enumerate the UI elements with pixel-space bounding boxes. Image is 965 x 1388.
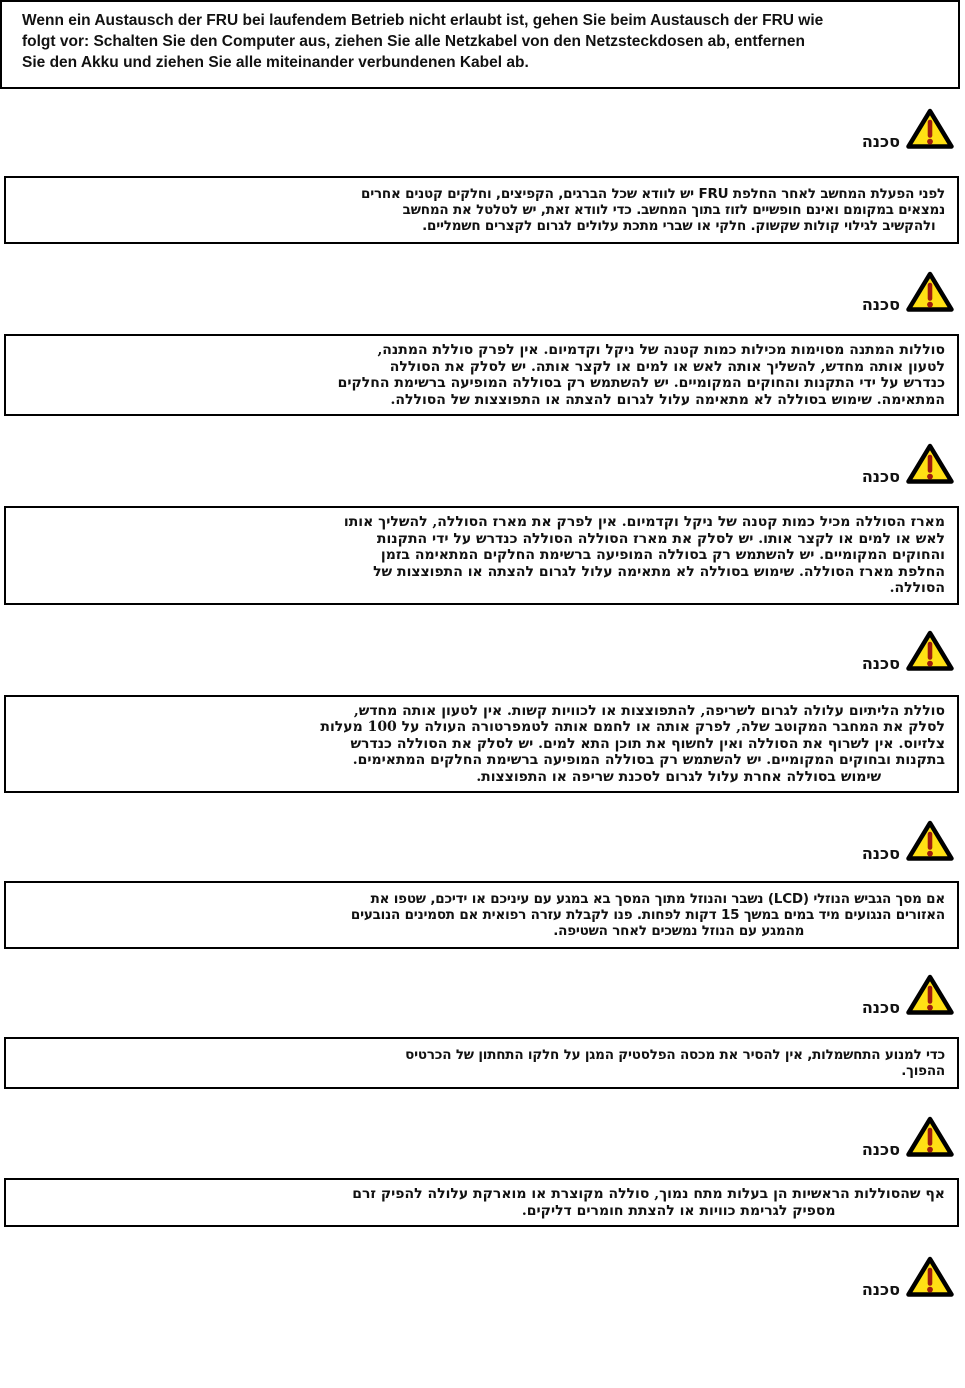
warning-triangle-icon	[905, 442, 955, 486]
warning-box	[4, 176, 959, 244]
danger-icon-row	[0, 628, 965, 673]
warning-text-line: ההפוך.	[901, 1063, 945, 1079]
danger-label: סכנה	[861, 467, 900, 486]
german-warning-box	[0, 0, 960, 89]
warning-text-line: מספיק לגרימת כוויות או להצתת חומרים דליקים.	[521, 1202, 836, 1219]
warning-box	[4, 1037, 959, 1089]
warning-text-line: האזורים הנגועים מיד במים במשך 15 דקות לפחות. פנו לקבלת עזרה רפואית אם תסמינים הנובעים	[350, 907, 945, 923]
german-text-line: folgt vor: Schalten Sie den Computer aus, ziehen Sie alle Netzkabel von den Netzsteckdosen ab, entfernen	[22, 33, 805, 50]
danger-label: סכנה	[861, 132, 900, 151]
warning-box	[4, 1178, 959, 1227]
warning-text-line: סוללת הליתיום עלולה לגרום לשריפה, להתפוצצות או לכוויות קשות. אין לטעון אותה מחדש,	[353, 702, 945, 719]
danger-icon-row	[0, 269, 965, 314]
danger-label: סכנה	[861, 998, 900, 1017]
warning-box	[4, 334, 959, 416]
danger-label: סכנה	[861, 653, 900, 673]
warning-text-line: אף שהסוללות הראשיות הן בעלות מתח נמוך, סוללה מקוצרת או מוארקת עלולה להפיק זרם	[352, 1186, 945, 1202]
warning-text-line: לפני הפעלת המחשב לאחר החלפת FRU יש לוודא שכל הברגים, הקפיצים, וחלקים קטנים אחרים	[361, 186, 945, 202]
warning-text-line: הסוללה.	[889, 580, 945, 596]
german-text-line: Sie den Akku und ziehen Sie alle miteinander verbundenen Kabel ab.	[22, 54, 529, 71]
warning-text-line: אם מסך הגביש הנוזלי (LCD) נשבר והנוזל מתוך המסך בא במגע עם עיניכם או ידיכם, שטפו את	[370, 891, 945, 907]
danger-icon-row	[0, 1114, 965, 1159]
warning-text-line: נמצאים במקומם ואינם חופשיים לזוז בתוך המחשב. כדי לוודא זאת, יש לטלטל את המחשב	[402, 202, 945, 218]
warning-triangle-icon	[905, 973, 955, 1017]
warning-box	[4, 881, 959, 949]
warning-triangle-icon	[905, 107, 955, 151]
german-text-line: Wenn ein Austausch der FRU bei laufendem Betrieb nicht erlaubt ist, gehen Sie beim Austausch der FRU wie	[22, 12, 824, 29]
warning-text-line: צלזיוס. אין לשרוף את הסוללה ואין לחשוף את תוכן התא למים. יש לסלק את הסוללה כנדרש	[350, 735, 945, 752]
warning-text-line: לאש או למים או לקצר אותו. יש לסלק את מארז הסוללה הסוללה כנדרש על ידי התקנות	[376, 530, 945, 547]
warning-text-line: החלפת מארז הסוללה. שימוש בסוללה לא מתאימה עלול לגרום להצתה או התפוצצות של	[373, 563, 945, 580]
warning-text-line: לסלק את המחבר המקוטב שלה, לפרק אותה או לחמם אותה לטמפרטורה העולה על 100 מעלות	[320, 719, 945, 735]
danger-label: סכנה	[861, 844, 900, 863]
warning-triangle-icon	[905, 629, 955, 673]
danger-icon-row	[0, 818, 965, 863]
danger-icon-row	[0, 106, 965, 151]
warning-box	[4, 506, 959, 605]
warning-text-line: כדי למנוע התחשמלות, אין להסיר את מכסה הפלסטיק המגן על חלקו התחתון של הכרטיס	[405, 1047, 945, 1063]
warning-text-line: בתקנות ובחוקים המקומיים. יש להשתמש רק בסוללה המופיעה ברשימת החלקים המתאימים.	[352, 752, 945, 768]
warning-text-line: והחוקים המקומיים. יש להשתמש רק בסוללה המופיעה ברשימת החלקים המתאימה בזמן	[380, 547, 945, 563]
danger-icon-row	[0, 972, 965, 1017]
warning-triangle-icon	[905, 819, 955, 863]
danger-label: סכנה	[861, 295, 900, 314]
warning-triangle-icon	[905, 270, 955, 314]
warning-text-line: ולהקשיב לגילוי קולות שקשוק. חלקי או שברי מתכת עלולים לגרום לקצרים חשמליים.	[422, 218, 936, 234]
warning-text-line: כנדרש על ידי התקנות והחוקים המקומיים. יש להשתמש רק בסוללה המופיעה ברשימת החלקים	[337, 375, 945, 391]
warning-box	[4, 695, 959, 794]
warning-triangle-icon	[905, 1115, 955, 1159]
warning-text-line: סוללות המתנה מסוימות מכילות כמות קטנה של ניקל וקדמיום. אין לפרק סוללת המתנה,	[377, 342, 945, 358]
warning-text-line: מארז הסוללה מכיל כמות קטנה של ניקל וקדמיום. אין לפרק את מארז הסוללה, להשליך אותו	[343, 514, 945, 530]
warning-text-line: המתאימה. שימוש בסוללה לא מתאימה עלול לגרום להצתה או התפוצצות של הסוללה.	[390, 391, 945, 408]
warning-text-line: מהמגע עם הנוזל נמשכים לאחר השטיפה.	[553, 923, 805, 939]
danger-label: סכנה	[861, 1280, 900, 1299]
warning-triangle-icon	[905, 1255, 955, 1299]
warning-text-line: שימוש בסוללה אחרת עלול לגרום לסכנת שריפה או התפוצצות.	[476, 768, 882, 785]
danger-icon-row	[0, 441, 965, 486]
danger-label: סכנה	[861, 1140, 900, 1159]
danger-icon-row	[0, 1254, 965, 1299]
warning-text-line: לטעון אותה מחדש, להשליך אותה לאש או למים או לקצר אותה. יש לסלק את הסוללה	[389, 358, 945, 375]
